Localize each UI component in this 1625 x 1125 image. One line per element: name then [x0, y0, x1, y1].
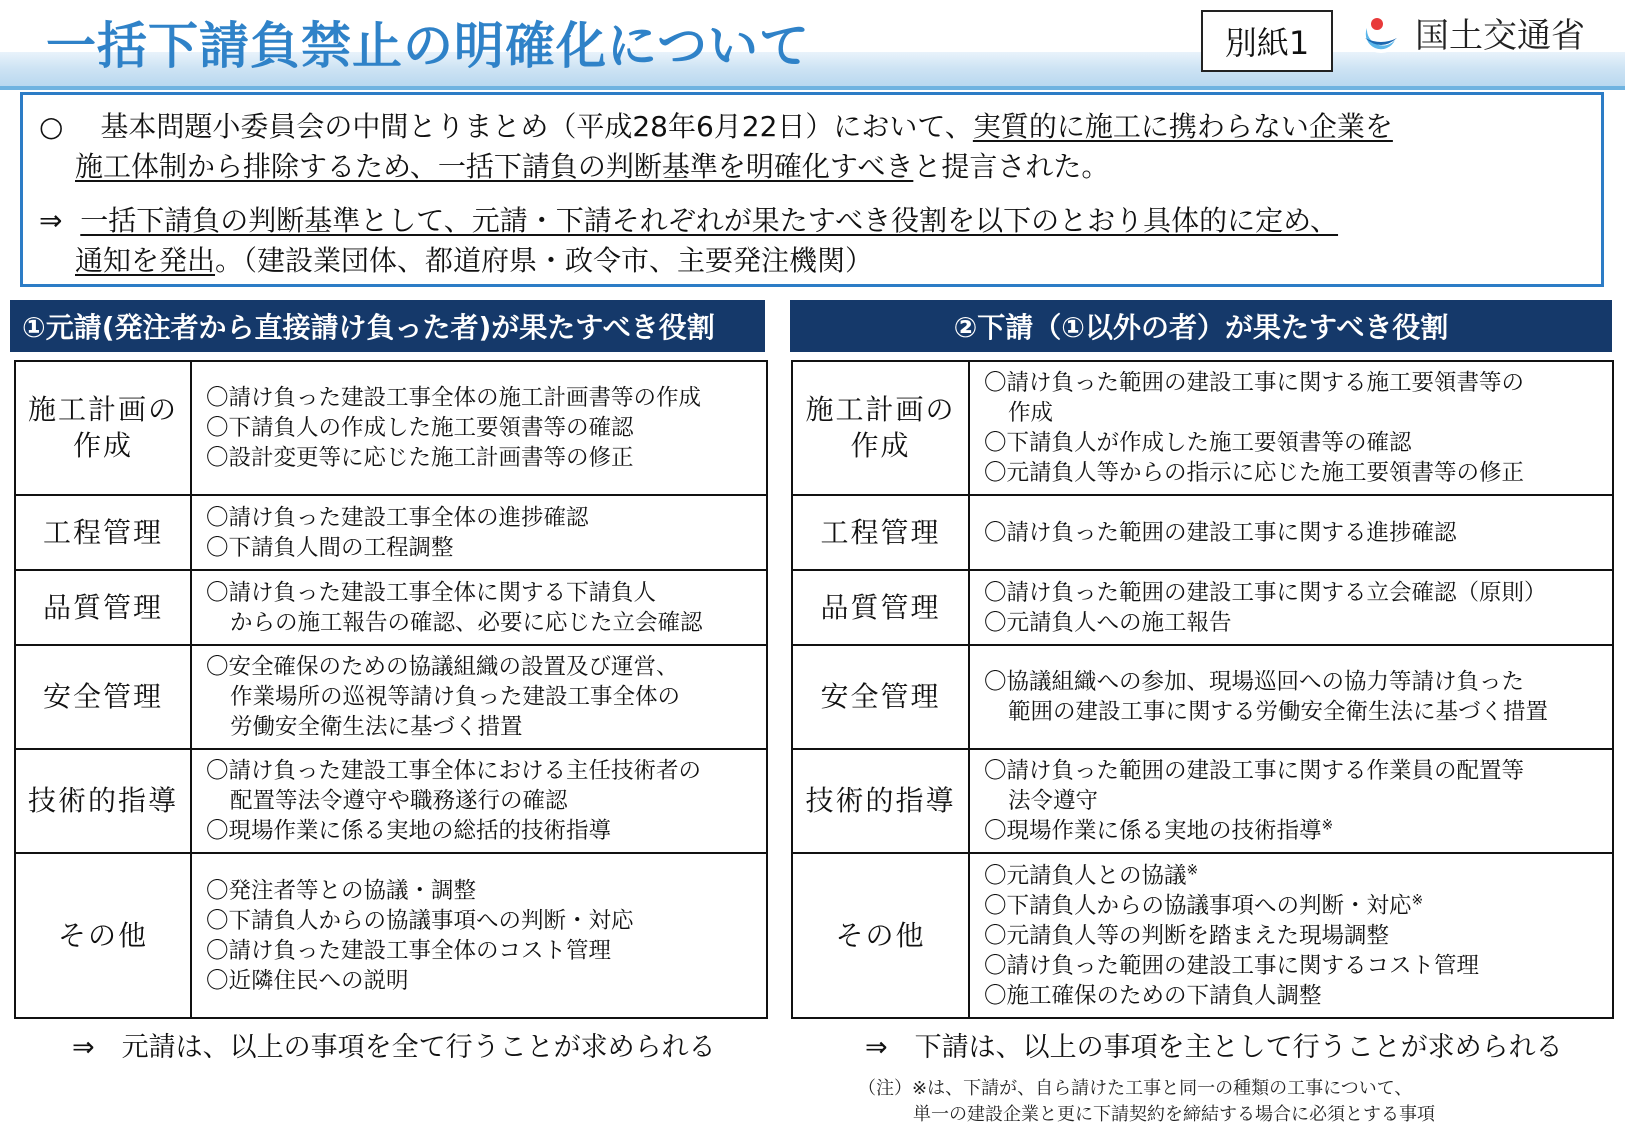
mlit-logo-icon: [1357, 8, 1405, 56]
category-cell: [15, 853, 191, 1018]
list-item: 〇近隣住民への説明: [206, 967, 409, 994]
category-label: その他: [835, 918, 926, 952]
table-row: [15, 361, 767, 495]
category-cell: [792, 495, 969, 570]
list-item: [984, 816, 1606, 846]
prime-contractor-header: ①元請(発注者から直接請け負った者)が果たすべき役割: [10, 300, 765, 352]
items-cell: [191, 570, 767, 645]
table-row: [15, 645, 767, 749]
summary-line-2-emphasis: 施工体制から排除するため、一括下請負の判断基準を明確化すべき: [75, 150, 914, 183]
category-cell: [15, 749, 191, 853]
category-cell: [792, 361, 969, 495]
category-label: 作成: [850, 429, 911, 462]
summary-line-1-emphasis: 実質的に施工に携わらない企業を: [972, 110, 1393, 143]
list-item: 〇請け負った範囲の建設工事に関する立会確認（原則）: [984, 579, 1547, 606]
list-item: 〇下請負人からの協議事項への判断・対応: [206, 907, 634, 934]
category-label: 安全管理: [820, 680, 941, 713]
header: [0, 0, 1625, 92]
list-item: 〇設計変更等に応じた施工計画書等の修正: [206, 445, 634, 471]
list-item: 範囲の建設工事に関する労働安全衛生法に基づく措置: [1008, 699, 1549, 725]
list-item: [984, 861, 1606, 891]
items-cell: [969, 853, 1613, 1018]
footnote: [858, 1076, 1435, 1125]
list-item: 作成: [1008, 400, 1054, 426]
note-mark: ※: [1186, 862, 1199, 878]
list-item: 〇下請負人間の工程調整: [206, 534, 454, 561]
category-label: 技術的指導: [805, 784, 956, 817]
list-item: 〇安全確保のための協議組織の設置及び運営、: [206, 654, 679, 680]
ministry-brand: [1357, 4, 1585, 60]
category-cell: [792, 853, 969, 1018]
list-item: 〇下請負人の作成した施工要領書等の確認: [206, 415, 634, 441]
summary-line-3-emphasis: 一括下請負の判断基準として、元請・下請それぞれが果たすべき役割を以下のとおり具体的に定め、: [80, 204, 1339, 237]
list-item: 作業場所の巡視等請け負った建設工事全体の: [230, 684, 681, 710]
list-item-text: 〇元請負人との協議: [984, 862, 1187, 889]
items-cell: [969, 645, 1613, 749]
attachment-label: 別紙1: [1201, 10, 1333, 72]
items-cell: [191, 645, 767, 749]
list-item: 労働安全衛生法に基づく措置: [230, 714, 523, 740]
category-label: 品質管理: [820, 590, 941, 624]
list-item: 〇現場作業に係る実地の総括的技術指導: [206, 818, 612, 844]
category-cell: [792, 645, 969, 749]
table-row: [792, 495, 1613, 570]
summary-line-2: [75, 145, 1109, 185]
items-cell: [191, 749, 767, 853]
list-item: 〇請け負った範囲の建設工事に関するコスト管理: [984, 952, 1480, 979]
category-label: 工程管理: [42, 515, 163, 549]
footnote-line-2: 単一の建設企業と更に下請契約を締結する場合に必須とする事項: [913, 1104, 1435, 1125]
list-item: 〇請け負った範囲の建設工事に関する進捗確認: [984, 519, 1457, 546]
category-label: 品質管理: [42, 590, 163, 624]
list-item: 〇元請負人等からの指示に応じた施工要領書等の修正: [984, 460, 1525, 486]
list-item: 〇請け負った範囲の建設工事に関する施工要領書等の: [984, 370, 1525, 396]
list-item: 〇発注者等との協議・調整: [206, 877, 477, 904]
table-row: [792, 361, 1613, 495]
header-rule: [0, 86, 1625, 90]
list-item: [984, 891, 1606, 921]
table-row: [792, 570, 1613, 645]
table-row: [792, 645, 1613, 749]
items-cell: [191, 853, 767, 1018]
summary-line-4-suffix: 。（建設業団体、都道府県・政令市、主要発注機関）: [215, 244, 874, 277]
summary-box: [20, 92, 1604, 287]
category-label: 安全管理: [42, 680, 163, 713]
category-cell: [15, 495, 191, 570]
arrow-icon: ⇒: [39, 204, 63, 237]
subcontractor-header: ②下請（①以外の者）が果たすべき役割: [790, 300, 1612, 352]
category-cell: [15, 361, 191, 495]
list-item: 〇請け負った建設工事全体の施工計画書等の作成: [206, 385, 702, 411]
category-label: 施工計画の: [27, 393, 178, 426]
list-item: 〇請け負った建設工事全体のコスト管理: [206, 937, 612, 964]
category-label: その他: [57, 918, 148, 952]
items-cell: [969, 749, 1613, 853]
list-item: 〇施工確保のための下請負人調整: [984, 982, 1322, 1009]
category-label: 工程管理: [820, 515, 941, 549]
list-item: 配置等法令遵守や職務遂行の確認: [230, 788, 568, 814]
list-item: 〇協議組織への参加、現場巡回への協力等請け負った: [984, 669, 1525, 695]
table-row: [15, 853, 767, 1018]
summary-line-4-emphasis: 通知を発出: [75, 244, 216, 277]
list-item: 〇請け負った範囲の建設工事に関する作業員の配置等: [984, 758, 1525, 784]
category-cell: [15, 570, 191, 645]
subcontractor-roles-table: [791, 360, 1614, 1019]
summary-line-2-suffix: と提言された。: [913, 150, 1110, 183]
note-mark: ※: [1411, 892, 1424, 908]
category-cell: [15, 645, 191, 749]
table-row: [792, 853, 1613, 1018]
list-item: 〇下請負人が作成した施工要領書等の確認: [984, 430, 1412, 456]
items-cell: [191, 361, 767, 495]
list-item: 〇請け負った建設工事全体に関する下請負人: [206, 579, 657, 606]
list-item: 〇請け負った建設工事全体の進捗確認: [206, 504, 589, 531]
summary-line-4: [75, 239, 873, 279]
table-row: [15, 495, 767, 570]
table-row: [15, 749, 767, 853]
subcontractor-conclusion: ⇒ 下請は、以上の事項を主として行うことが求められる: [865, 1032, 1563, 1063]
category-cell: [792, 570, 969, 645]
summary-line-1-prefix: ○ 基本問題小委員会の中間とりまとめ（平成28年6月22日）において、: [39, 110, 973, 143]
summary-line-3: [39, 199, 1338, 239]
category-label: 技術的指導: [27, 784, 178, 817]
category-label: 作成: [72, 429, 133, 462]
prime-contractor-conclusion: ⇒ 元請は、以上の事項を全て行うことが求められる: [72, 1032, 716, 1063]
table-row: [792, 749, 1613, 853]
list-item-text: 〇下請負人からの協議事項への判断・対応: [984, 892, 1412, 919]
items-cell: [969, 361, 1613, 495]
list-item: からの施工報告の確認、必要に応じた立会確認: [230, 609, 703, 636]
summary-line-1: [39, 105, 1393, 145]
prime-contractor-roles-table: [14, 360, 768, 1019]
note-mark: ※: [1321, 817, 1334, 834]
list-item-text: 〇現場作業に係る実地の技術指導: [984, 818, 1322, 844]
list-item: 法令遵守: [1008, 788, 1099, 814]
table-row: [15, 570, 767, 645]
footnote-line-1: （注）※は、下請が、自ら請けた工事と同一の種類の工事について、: [858, 1078, 1413, 1099]
items-cell: [969, 495, 1613, 570]
items-cell: [191, 495, 767, 570]
page-title: 一括下請負禁止の明確化について: [46, 17, 810, 75]
list-item: 〇元請負人等の判断を踏まえた現場調整: [984, 922, 1390, 949]
ministry-name: 国土交通省: [1415, 15, 1585, 56]
list-item: 〇元請負人への施工報告: [984, 609, 1232, 636]
category-label: 施工計画の: [805, 393, 956, 426]
list-item: 〇請け負った建設工事全体における主任技術者の: [206, 758, 702, 784]
items-cell: [969, 570, 1613, 645]
category-cell: [792, 749, 969, 853]
